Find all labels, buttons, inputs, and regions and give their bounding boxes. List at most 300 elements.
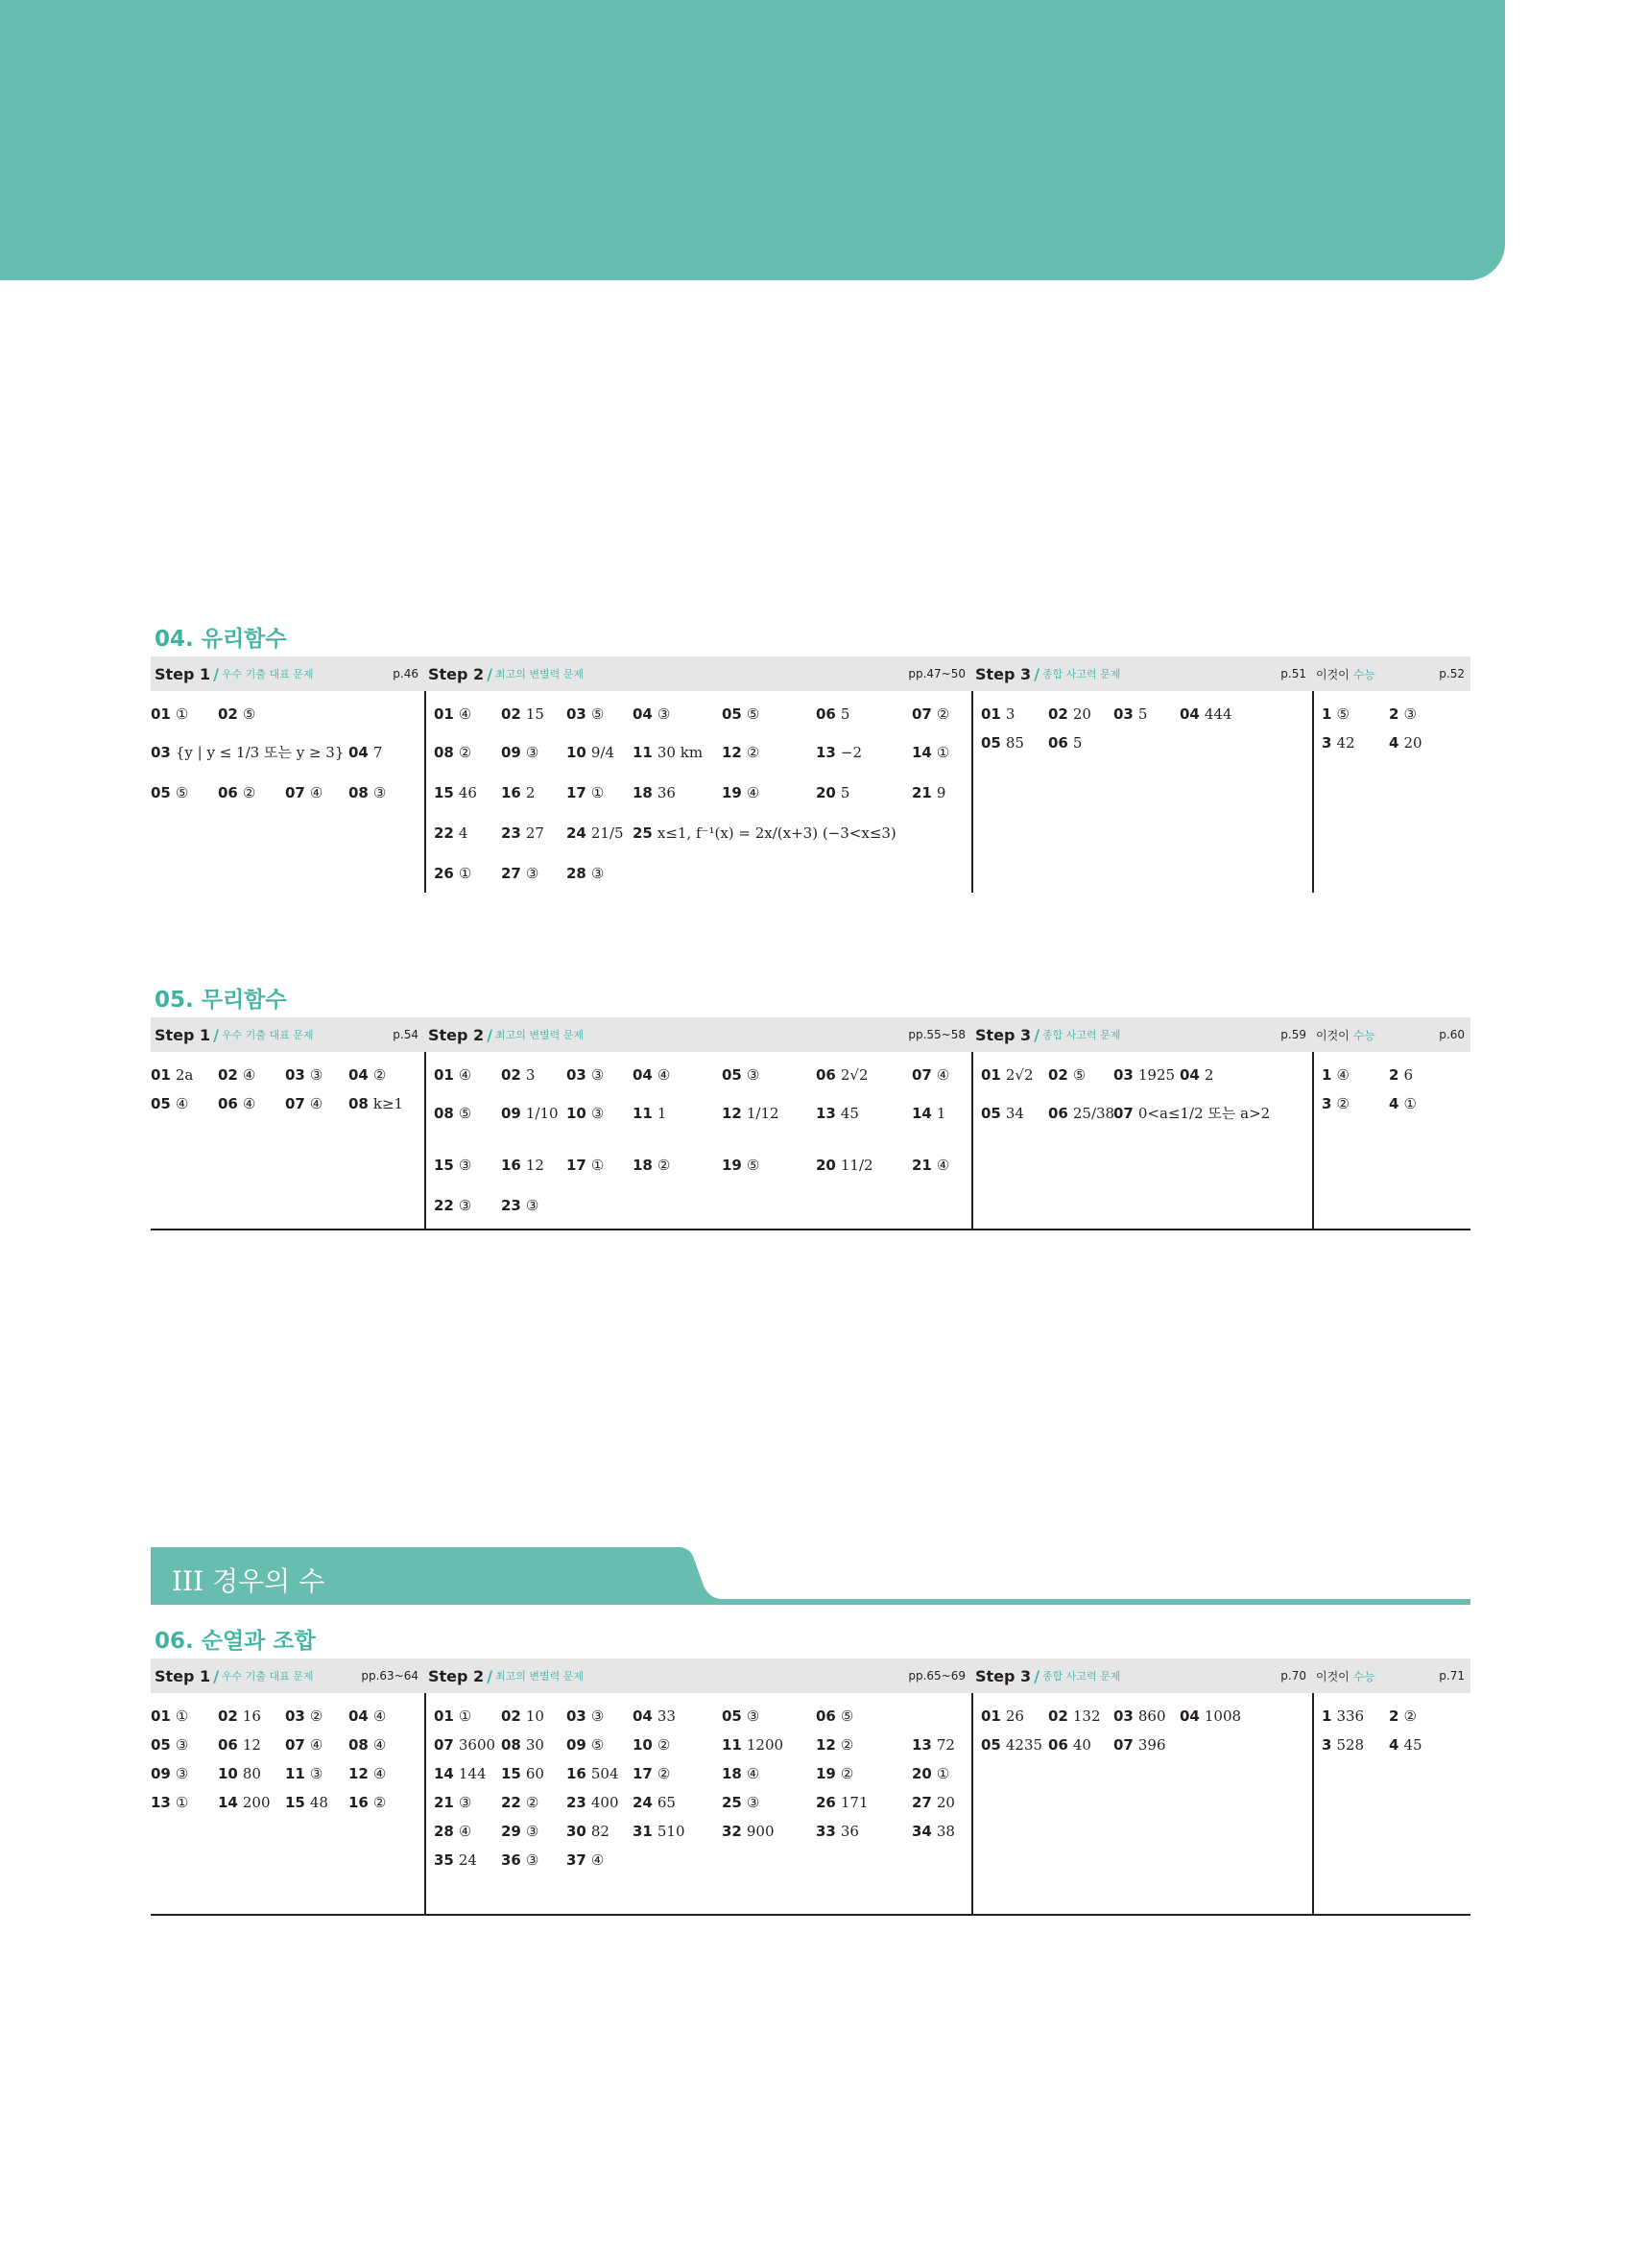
answer-item bbox=[722, 1793, 759, 1812]
answer-value: ① bbox=[936, 1765, 950, 1782]
answer-value: ③ bbox=[309, 1066, 323, 1084]
answer-number: 02 bbox=[218, 1066, 238, 1084]
answer-value: 1/10 bbox=[525, 1105, 559, 1122]
answer-value: ③ bbox=[458, 1197, 472, 1214]
answer-item bbox=[501, 704, 544, 724]
answer-item bbox=[566, 1793, 619, 1812]
answer-item bbox=[722, 1104, 779, 1123]
answer-item bbox=[434, 1104, 471, 1123]
answer-value: ① bbox=[590, 1157, 605, 1174]
step2-label: Step 2 bbox=[428, 1025, 485, 1044]
answer-value: 860 bbox=[1137, 1707, 1166, 1725]
answer-item bbox=[722, 1065, 759, 1085]
answer-value: ④ bbox=[242, 1066, 256, 1084]
step3-page: p.70 bbox=[1280, 1669, 1306, 1683]
answer-value: 7 bbox=[372, 744, 383, 761]
answer-value: 1925 bbox=[1137, 1066, 1176, 1084]
answer-item bbox=[633, 1793, 676, 1812]
header-row bbox=[151, 1659, 1470, 1693]
answer-value: ⑤ bbox=[242, 705, 256, 723]
answer-number: 27 bbox=[912, 1794, 932, 1811]
answer-item bbox=[501, 1793, 538, 1812]
answer-number: 19 bbox=[722, 784, 742, 801]
answer-item bbox=[218, 1094, 255, 1113]
answer-item bbox=[285, 1065, 323, 1085]
answer-item bbox=[1113, 1707, 1166, 1726]
answer-number: 03 bbox=[566, 1066, 586, 1084]
step2-header bbox=[424, 1017, 971, 1052]
answer-item bbox=[501, 1196, 538, 1215]
answer-item bbox=[981, 733, 1024, 752]
answer-item bbox=[285, 1707, 323, 1726]
answer-number: 01 bbox=[151, 1707, 171, 1725]
step2-header bbox=[424, 657, 971, 691]
step2-page: pp.55~58 bbox=[908, 1028, 966, 1041]
answer-number: 02 bbox=[1048, 1066, 1068, 1084]
answer-value: ② bbox=[746, 744, 760, 761]
step1-label: Step 1 bbox=[155, 664, 211, 683]
answer-number: 4 bbox=[1389, 1095, 1399, 1112]
answer-item bbox=[1180, 704, 1232, 724]
answer-number: 10 bbox=[633, 1736, 653, 1754]
answer-number: 17 bbox=[633, 1765, 653, 1782]
answer-item bbox=[912, 1764, 949, 1783]
slash: / bbox=[213, 1025, 220, 1044]
answer-number: 23 bbox=[566, 1794, 586, 1811]
answer-number: 04 bbox=[633, 705, 653, 723]
answer-value: 20 bbox=[1403, 734, 1422, 752]
answer-value: ⑤ bbox=[1072, 1066, 1087, 1084]
answer-item bbox=[816, 704, 849, 724]
answer-item bbox=[566, 1104, 604, 1123]
answer-item bbox=[816, 1156, 873, 1175]
answer-item bbox=[1048, 1104, 1114, 1123]
answer-number: 16 bbox=[566, 1765, 586, 1782]
step3-header bbox=[971, 1659, 1312, 1693]
answer-item bbox=[633, 1735, 670, 1755]
answer-number: 07 bbox=[1113, 1105, 1134, 1122]
answer-value: ④ bbox=[746, 1765, 760, 1782]
answer-value: 45 bbox=[1403, 1736, 1422, 1754]
answer-number: 05 bbox=[151, 1095, 171, 1112]
step2-label: Step 2 bbox=[428, 1666, 485, 1685]
answer-number: 02 bbox=[501, 1707, 521, 1725]
answer-value: ① bbox=[175, 1794, 189, 1811]
answer-number: 05 bbox=[981, 1105, 1001, 1122]
step2-desc: 최고의 변별력 문제 bbox=[495, 1670, 585, 1683]
answer-value: ⑤ bbox=[1336, 705, 1350, 723]
answer-value: 5 bbox=[1137, 705, 1148, 723]
answer-item bbox=[981, 1707, 1024, 1726]
suneung-header bbox=[1312, 1017, 1470, 1052]
step1-page: p.54 bbox=[393, 1028, 418, 1041]
answer-value: 36 bbox=[657, 784, 676, 801]
answer-value: ③ bbox=[590, 1066, 605, 1084]
answer-item bbox=[501, 1764, 544, 1783]
answer-value: 504 bbox=[590, 1765, 619, 1782]
suneung-label: 수능 bbox=[1352, 667, 1375, 681]
answer-item bbox=[1048, 1707, 1101, 1726]
answer-value: ② bbox=[936, 705, 950, 723]
answer-item bbox=[816, 1065, 869, 1085]
answer-value: ③ bbox=[590, 865, 605, 882]
answer-value: ④ bbox=[590, 1851, 605, 1869]
answer-number: 04 bbox=[633, 1066, 653, 1084]
answer-number: 21 bbox=[912, 784, 932, 801]
suneung-prefix: 이것이 bbox=[1316, 667, 1350, 681]
answer-number: 06 bbox=[1048, 1736, 1068, 1754]
step3-label: Step 3 bbox=[975, 664, 1032, 683]
answer-item bbox=[285, 783, 323, 802]
answer-number: 3 bbox=[1322, 1736, 1332, 1754]
section-title: 04. 유리함수 bbox=[155, 627, 287, 652]
answer-number: 1 bbox=[1322, 1066, 1332, 1084]
answer-number: 17 bbox=[566, 1157, 586, 1174]
step2-answers bbox=[424, 691, 971, 893]
answer-value: 46 bbox=[458, 784, 477, 801]
answer-value: 3600 bbox=[458, 1736, 496, 1754]
answer-value: ④ bbox=[936, 1066, 950, 1084]
answer-number: 35 bbox=[434, 1851, 454, 1869]
step3-answers bbox=[971, 1693, 1312, 1914]
answer-number: 13 bbox=[912, 1736, 932, 1754]
answer-number: 24 bbox=[633, 1794, 653, 1811]
answer-item bbox=[722, 1707, 759, 1726]
answer-number: 04 bbox=[348, 1707, 369, 1725]
suneung-answers bbox=[1312, 1693, 1470, 1914]
suneung-header bbox=[1312, 657, 1470, 691]
answer-number: 08 bbox=[501, 1736, 521, 1754]
answer-number: 16 bbox=[501, 784, 521, 801]
answer-item bbox=[566, 1156, 604, 1175]
answer-value: ④ bbox=[372, 1736, 387, 1754]
step2-answers bbox=[424, 1693, 971, 1914]
answer-number: 17 bbox=[566, 784, 586, 801]
answer-item bbox=[218, 1707, 261, 1726]
answer-value: 6 bbox=[1403, 1066, 1413, 1084]
answer-value: 20 bbox=[1072, 705, 1091, 723]
answer-value: ④ bbox=[372, 1707, 387, 1725]
answer-item bbox=[434, 783, 477, 802]
answer-value: 27 bbox=[525, 824, 544, 842]
answer-number: 23 bbox=[501, 1197, 521, 1214]
answer-number: 16 bbox=[501, 1157, 521, 1174]
section-title: 06. 순열과 조합 bbox=[155, 1629, 316, 1654]
answer-item bbox=[566, 824, 624, 843]
answer-item bbox=[722, 1156, 759, 1175]
answer-value: 1 bbox=[936, 1105, 946, 1122]
step3-header bbox=[971, 1017, 1312, 1052]
answer-number: 13 bbox=[816, 1105, 836, 1122]
answer-value: 36 bbox=[840, 1823, 859, 1840]
step3-desc: 종합 사고력 문제 bbox=[1042, 668, 1121, 680]
answer-item bbox=[151, 1094, 188, 1113]
answer-value: ② bbox=[372, 1066, 387, 1084]
answer-item bbox=[1389, 704, 1417, 724]
step3-answers bbox=[971, 1052, 1312, 1229]
answer-value: x≤1, f⁻¹(x) = 2x/(x+3) (−3<x≤3) bbox=[657, 824, 896, 842]
answer-value: 5 bbox=[840, 784, 850, 801]
answer-item bbox=[501, 1104, 559, 1123]
answer-number: 14 bbox=[912, 1105, 932, 1122]
answer-value: ① bbox=[458, 865, 472, 882]
suneung-answers bbox=[1312, 1052, 1470, 1229]
answer-number: 15 bbox=[501, 1765, 521, 1782]
answer-value: ② bbox=[242, 784, 256, 801]
answer-item bbox=[218, 1065, 255, 1085]
answer-value: 25/38 bbox=[1072, 1105, 1115, 1122]
answer-value: 4235 bbox=[1005, 1736, 1043, 1754]
answer-number: 02 bbox=[218, 705, 238, 723]
answer-item bbox=[566, 783, 604, 802]
answer-item bbox=[285, 1764, 323, 1783]
answer-item bbox=[1113, 1104, 1270, 1123]
answer-number: 19 bbox=[722, 1157, 742, 1174]
answer-value: 24 bbox=[458, 1851, 477, 1869]
answer-value: ② bbox=[1336, 1095, 1350, 1112]
answer-number: 15 bbox=[285, 1794, 305, 1811]
answer-number: 02 bbox=[1048, 1707, 1068, 1725]
answer-item bbox=[1048, 1065, 1086, 1085]
answer-value: 2 bbox=[1204, 1066, 1214, 1084]
answer-number: 03 bbox=[1113, 1066, 1134, 1084]
answer-item bbox=[151, 1735, 188, 1755]
answer-value: 3 bbox=[1005, 705, 1016, 723]
answer-number: 36 bbox=[501, 1851, 521, 1869]
answer-value: 132 bbox=[1072, 1707, 1101, 1725]
answer-value: 72 bbox=[936, 1736, 955, 1754]
answer-number: 12 bbox=[348, 1765, 369, 1782]
answer-number: 4 bbox=[1389, 734, 1399, 752]
answer-number: 11 bbox=[285, 1765, 305, 1782]
answer-value: ② bbox=[309, 1707, 323, 1725]
answer-number: 06 bbox=[1048, 1105, 1068, 1122]
answer-value: ③ bbox=[525, 1851, 539, 1869]
answer-value: ③ bbox=[525, 1823, 539, 1840]
answer-value: 10 bbox=[525, 1707, 544, 1725]
answer-number: 28 bbox=[434, 1823, 454, 1840]
answer-item bbox=[151, 704, 188, 724]
section-rational-functions bbox=[151, 622, 1470, 893]
step3-label: Step 3 bbox=[975, 1025, 1032, 1044]
answer-value: 15 bbox=[525, 705, 544, 723]
answer-number: 04 bbox=[633, 1707, 653, 1725]
answer-item bbox=[151, 1764, 188, 1783]
answer-number: 11 bbox=[633, 744, 653, 761]
answer-number: 14 bbox=[218, 1794, 238, 1811]
answer-value: ③ bbox=[175, 1736, 189, 1754]
answer-value: 2√2 bbox=[1005, 1066, 1034, 1084]
answer-item bbox=[218, 783, 255, 802]
answer-value: ② bbox=[657, 1765, 671, 1782]
answer-value: ② bbox=[657, 1736, 671, 1754]
step2-page: pp.47~50 bbox=[908, 667, 966, 680]
answer-item bbox=[1389, 1094, 1417, 1113]
answer-value: ③ bbox=[525, 865, 539, 882]
answer-item bbox=[816, 1735, 853, 1755]
answer-item bbox=[566, 1822, 609, 1841]
answer-item bbox=[1389, 1065, 1413, 1085]
step1-header bbox=[151, 1659, 424, 1693]
answer-item bbox=[501, 824, 544, 843]
step1-desc: 우수 기출 대표 문제 bbox=[222, 1670, 314, 1683]
answer-value: ② bbox=[840, 1765, 854, 1782]
answer-value: 3 bbox=[525, 1066, 536, 1084]
answer-item bbox=[501, 864, 538, 883]
answer-item bbox=[1322, 1065, 1350, 1085]
answer-value: 336 bbox=[1336, 1707, 1365, 1725]
answer-value: 400 bbox=[590, 1794, 619, 1811]
answer-value: 528 bbox=[1336, 1736, 1365, 1754]
answer-value: 5 bbox=[1072, 734, 1083, 752]
answer-item bbox=[1322, 1735, 1364, 1755]
answer-number: 04 bbox=[348, 1066, 369, 1084]
step1-header bbox=[151, 1017, 424, 1052]
answer-item bbox=[1180, 1707, 1241, 1726]
answer-value: ④ bbox=[1336, 1066, 1350, 1084]
answer-value: ④ bbox=[657, 1066, 671, 1084]
answer-number: 2 bbox=[1389, 1707, 1399, 1725]
answer-item bbox=[981, 1065, 1034, 1085]
answer-value: ⑤ bbox=[746, 705, 760, 723]
answer-item bbox=[1389, 1707, 1417, 1726]
answer-item bbox=[1113, 1735, 1166, 1755]
answer-item bbox=[285, 1735, 323, 1755]
answer-number: 09 bbox=[566, 1736, 586, 1754]
answer-number: 09 bbox=[501, 744, 521, 761]
answer-number: 07 bbox=[434, 1736, 454, 1754]
answer-item bbox=[566, 1707, 604, 1726]
answer-item bbox=[566, 864, 604, 883]
step1-answers bbox=[151, 1693, 424, 1914]
answer-value: ① bbox=[936, 744, 950, 761]
answer-number: 2 bbox=[1389, 705, 1399, 723]
answer-number: 07 bbox=[285, 1095, 305, 1112]
answer-number: 1 bbox=[1322, 1707, 1332, 1725]
answer-item bbox=[633, 704, 670, 724]
answer-value: 20 bbox=[936, 1794, 955, 1811]
answer-item bbox=[722, 1735, 783, 1755]
answer-number: 21 bbox=[434, 1794, 454, 1811]
answer-number: 06 bbox=[218, 1095, 238, 1112]
answer-item bbox=[912, 704, 949, 724]
answer-number: 02 bbox=[501, 1066, 521, 1084]
answer-value: ④ bbox=[458, 1823, 472, 1840]
suneung-prefix: 이것이 bbox=[1316, 1028, 1350, 1042]
answer-number: 03 bbox=[285, 1066, 305, 1084]
answer-number: 12 bbox=[722, 744, 742, 761]
answer-number: 07 bbox=[1113, 1736, 1134, 1754]
answer-number: 13 bbox=[816, 744, 836, 761]
suneung-page: p.52 bbox=[1439, 667, 1465, 680]
slash: / bbox=[1034, 1666, 1040, 1685]
answer-number: 01 bbox=[981, 705, 1001, 723]
answer-value: 11/2 bbox=[840, 1157, 873, 1174]
answer-number: 08 bbox=[434, 1105, 454, 1122]
answer-item bbox=[434, 704, 471, 724]
slash: / bbox=[1034, 1025, 1040, 1044]
answer-item bbox=[1322, 733, 1355, 752]
suneung-header bbox=[1312, 1659, 1470, 1693]
answer-item bbox=[633, 1065, 670, 1085]
answer-number: 08 bbox=[434, 744, 454, 761]
answer-value: 21/5 bbox=[590, 824, 624, 842]
answer-number: 08 bbox=[348, 1095, 369, 1112]
answer-value: 12 bbox=[525, 1157, 544, 1174]
answer-item bbox=[912, 1156, 949, 1175]
answer-value: −2 bbox=[840, 744, 862, 761]
answer-number: 32 bbox=[722, 1823, 742, 1840]
answer-number: 16 bbox=[348, 1794, 369, 1811]
answer-value: {y | y ≤ 1/3 또는 y ≥ 3} bbox=[175, 744, 345, 761]
answer-number: 09 bbox=[501, 1105, 521, 1122]
answer-number: 06 bbox=[816, 1066, 836, 1084]
slash: / bbox=[487, 664, 493, 683]
step3-page: p.59 bbox=[1280, 1028, 1306, 1041]
answer-value: ③ bbox=[458, 1157, 472, 1174]
answer-item bbox=[912, 1793, 955, 1812]
suneung-page: p.71 bbox=[1439, 1669, 1465, 1683]
answer-item bbox=[816, 1104, 859, 1123]
answer-number: 33 bbox=[816, 1823, 836, 1840]
step3-label: Step 3 bbox=[975, 1666, 1032, 1685]
answer-item bbox=[566, 1065, 604, 1085]
answer-value: 1 bbox=[657, 1105, 667, 1122]
answer-value: ② bbox=[525, 1794, 539, 1811]
answer-value: 5 bbox=[840, 705, 850, 723]
answer-number: 22 bbox=[434, 1197, 454, 1214]
answer-value: ⑤ bbox=[590, 1736, 605, 1754]
answer-number: 02 bbox=[1048, 705, 1068, 723]
answer-value: 2√2 bbox=[840, 1066, 869, 1084]
answer-item bbox=[566, 704, 604, 724]
answer-value: ④ bbox=[242, 1095, 256, 1112]
answer-value: ⑤ bbox=[840, 1707, 854, 1725]
step3-header bbox=[971, 657, 1312, 691]
chapter-title: III 경우의 수 bbox=[172, 1565, 325, 1597]
answer-number: 20 bbox=[816, 1157, 836, 1174]
answer-number: 06 bbox=[1048, 734, 1068, 752]
answer-item bbox=[816, 743, 862, 762]
answer-value: 45 bbox=[840, 1105, 859, 1122]
answer-number: 03 bbox=[1113, 1707, 1134, 1725]
answer-item bbox=[348, 1065, 386, 1085]
step1-page: pp.63~64 bbox=[361, 1669, 418, 1683]
answer-value: 4 bbox=[458, 824, 468, 842]
answer-item bbox=[434, 1793, 471, 1812]
answer-value: k≥1 bbox=[372, 1095, 404, 1112]
answer-number: 14 bbox=[912, 744, 932, 761]
answer-number: 03 bbox=[566, 705, 586, 723]
answer-value: 30 bbox=[525, 1736, 544, 1754]
answer-item bbox=[1180, 1065, 1213, 1085]
answer-number: 34 bbox=[912, 1823, 932, 1840]
answer-item bbox=[912, 783, 945, 802]
answer-number: 10 bbox=[566, 744, 586, 761]
answer-item bbox=[501, 783, 535, 802]
slash: / bbox=[487, 1666, 493, 1685]
answer-item bbox=[722, 1822, 775, 1841]
answer-number: 27 bbox=[501, 865, 521, 882]
answer-number: 07 bbox=[285, 1736, 305, 1754]
answer-item bbox=[434, 1822, 471, 1841]
answer-number: 01 bbox=[151, 1066, 171, 1084]
answer-value: 1200 bbox=[746, 1736, 784, 1754]
answer-value: 510 bbox=[657, 1823, 685, 1840]
answer-item bbox=[566, 1850, 604, 1870]
answer-item bbox=[501, 743, 538, 762]
answer-number: 2 bbox=[1389, 1066, 1399, 1084]
